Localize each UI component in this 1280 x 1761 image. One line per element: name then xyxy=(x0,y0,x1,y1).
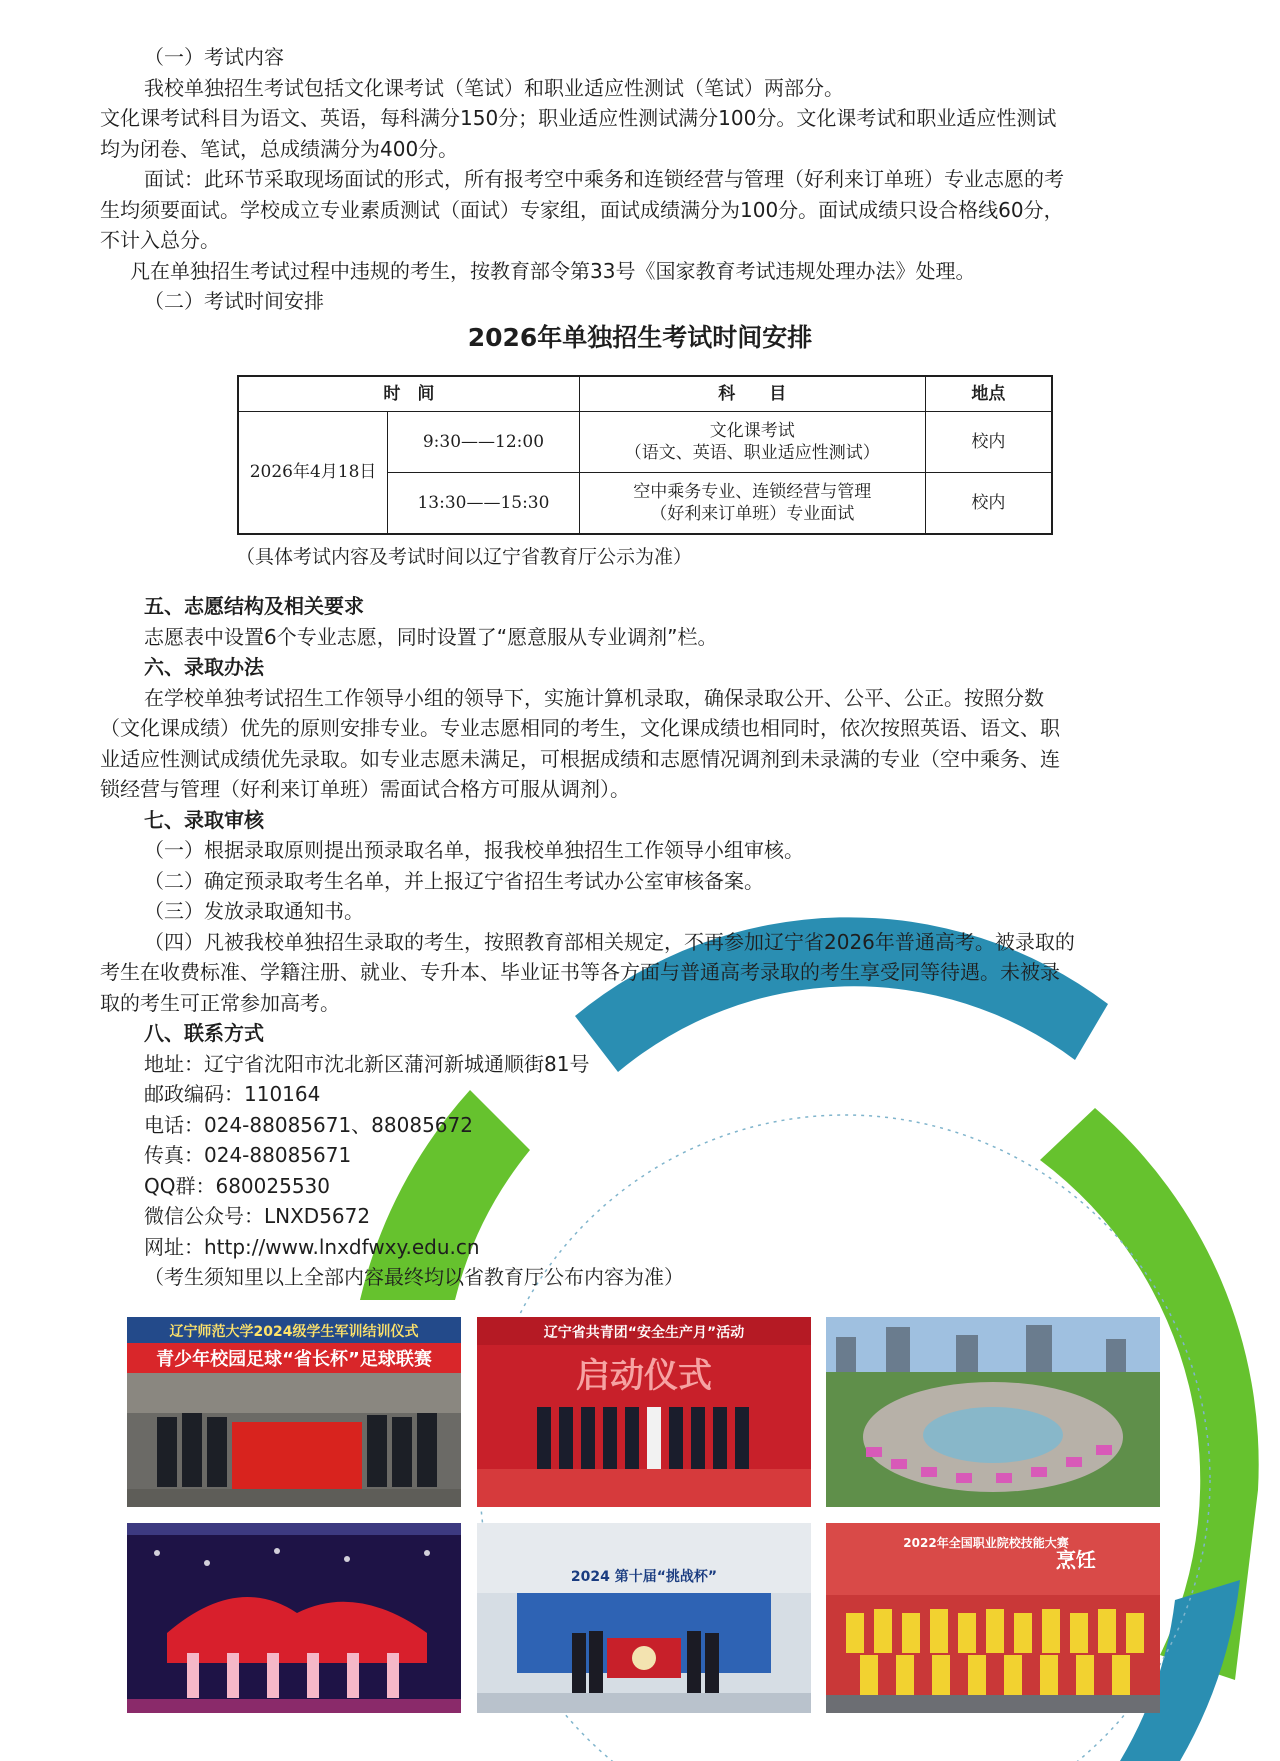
contact-website: 网址：http://www.lnxdfwxy.edu.cn xyxy=(144,1234,480,1259)
photo-safety-event xyxy=(477,1317,811,1507)
section7-item2: （二）确定预录取考生名单，并上报辽宁省招生考试办公室审核备案。 xyxy=(144,868,764,893)
row1-subject-line1: 文化课考试 xyxy=(709,421,795,441)
schedule-table-title: 2026年单独招生考试时间安排 xyxy=(467,323,813,352)
photo-challenge-cup xyxy=(477,1523,811,1713)
photo-football-team xyxy=(127,1317,461,1507)
photo6-brand: 烹饪 xyxy=(1056,1548,1096,1572)
section7-item1: （一）根据录取原则提出预录取名单，报我校单独招生工作领导小组审核。 xyxy=(144,838,804,862)
section5-p1: 志愿表中设置6个专业志愿，同时设置了“愿意服从专业调剂”栏。 xyxy=(144,624,718,649)
section6-line1: 在学校单独考试招生工作领导小组的领导下，实施计算机录取，确保录取公开、公平、公正。按照分数 xyxy=(144,685,1044,710)
exam-content-p3-line3: 不计入总分。 xyxy=(100,228,220,252)
text-lower xyxy=(100,591,1184,1293)
row1-place: 校内 xyxy=(925,412,1052,473)
row2-subject-line1: 空中乘务专业、连锁经营与管理 xyxy=(633,481,872,502)
section7-item3: （三）发放录取通知书。 xyxy=(144,899,364,923)
photo6-banner: 2022年全国职业院校技能大赛 xyxy=(903,1536,1069,1550)
row2-subject-line2: （好利来订单班）专业面试 xyxy=(650,503,855,524)
contact-disclaimer: （考生须知里以上全部内容最终均以省教育厅公布内容为准） xyxy=(144,1265,684,1289)
exam-content-p4: 凡在单独招生考试过程中违规的考生，按教育部令第33号《国家教育考试违规处理办法》处理。 xyxy=(130,258,976,283)
contact-fax: 传真：024-88085671 xyxy=(144,1143,352,1167)
contact-qq: QQ群：680025530 xyxy=(144,1173,331,1198)
section6-line4: 锁经营与管理（好利来订单班）需面试合格方可服从调剂）。 xyxy=(100,777,630,801)
section7-item4-line3: 取的考生可正常参加高考。 xyxy=(100,990,340,1015)
section7-item4-line2: 考生在收费标准、学籍注册、就业、专升本、毕业证书等各方面与普通高考录取的考生享受同等待遇。未被录 xyxy=(100,960,1060,984)
row1-time: 9:30——12:00 xyxy=(388,412,580,473)
text-upper xyxy=(100,42,1184,317)
section6-heading: 六、录取办法 xyxy=(144,655,264,679)
schedule-note: （具体考试内容及考试时间以辽宁省教育厅公示为准） xyxy=(236,546,693,568)
contact-postcode: 邮政编码：110164 xyxy=(144,1082,321,1106)
contact-phone: 电话：024-88085671、88085672 xyxy=(144,1112,473,1137)
section6-line3: 业适应性测试成绩优先录取。如专业志愿未满足，可根据成绩和志愿情况调剂到未录满的专业（空中乘务、连 xyxy=(100,746,1060,771)
row2-subject xyxy=(579,473,925,534)
col-header-place: 地点 xyxy=(925,376,1052,412)
exam-date: 2026年4月18日 xyxy=(238,412,388,534)
col-header-time: 时 间 xyxy=(238,376,579,412)
exam-schedule-heading: （二）考试时间安排 xyxy=(144,289,324,313)
section6-line2: （文化课成绩）优先的原则安排专业。专业志愿相同的考生，文化课成绩也相同时，依次按照英语、语文、职 xyxy=(100,716,1060,740)
exam-content-p2-line1: 文化课考试科目为语文、英语，每科满分150分；职业适应性测试满分100分。文化课考试和职业适应性测试 xyxy=(100,106,1057,130)
row1-subject xyxy=(579,412,925,473)
contact-wechat: 微信公众号：LNXD5672 xyxy=(144,1204,371,1228)
col-header-subject: 科 目 xyxy=(579,376,925,412)
section5-heading: 五、志愿结构及相关要求 xyxy=(144,594,364,618)
photo-skills-competition xyxy=(826,1523,1160,1713)
contact-address: 地址：辽宁省沈阳市沈北新区蒲河新城通顺街81号 xyxy=(144,1051,590,1076)
schedule-table xyxy=(237,375,1053,535)
table-row xyxy=(238,412,1052,473)
photo5-banner: 2024 第十届“挑战杯” xyxy=(570,1569,718,1585)
photo-campus-aerial xyxy=(826,1317,1160,1507)
section7-heading: 七、录取审核 xyxy=(144,807,264,832)
exam-content-p3-line1: 面试：此环节采取现场面试的形式，所有报考空中乘务和连锁经营与管理（好利来订单班）专业志愿的考 xyxy=(144,167,1064,191)
photo2-stage-text: 启动仪式 xyxy=(576,1356,712,1396)
exam-content-p2-line2: 均为闭卷、笔试，总成绩满分为400分。 xyxy=(100,136,459,161)
row2-time: 13:30——15:30 xyxy=(388,473,580,534)
photo1-banner-main: 青少年校园足球“省长杯”足球联赛 xyxy=(156,1349,432,1370)
exam-content-p3-line2: 生均须要面试。学校成立专业素质测试（面试）专家组，面试成绩满分为100分。面试成绩只设合格线60分， xyxy=(100,197,1064,222)
photo-stage-performance xyxy=(127,1523,461,1713)
schedule-header-row xyxy=(238,376,1052,412)
row2-place: 校内 xyxy=(925,473,1052,534)
exam-content-p1: 我校单独招生考试包括文化课考试（笔试）和职业适应性测试（笔试）两部分。 xyxy=(144,75,844,100)
section7-item4-line1: （四）凡被我校单独招生录取的考生，按照教育部相关规定，不再参加辽宁省2026年普通高考。被录取的 xyxy=(144,929,1075,954)
photo1-banner-top: 辽宁师范大学2024级学生军训结训仪式 xyxy=(169,1324,419,1340)
row1-subject-line2: （语文、英语、职业适应性测试） xyxy=(624,443,880,463)
photo2-banner: 辽宁省共青团“安全生产月”活动 xyxy=(543,1325,745,1341)
section8-heading: 八、联系方式 xyxy=(144,1021,264,1045)
exam-content-heading: （一）考试内容 xyxy=(144,45,284,69)
